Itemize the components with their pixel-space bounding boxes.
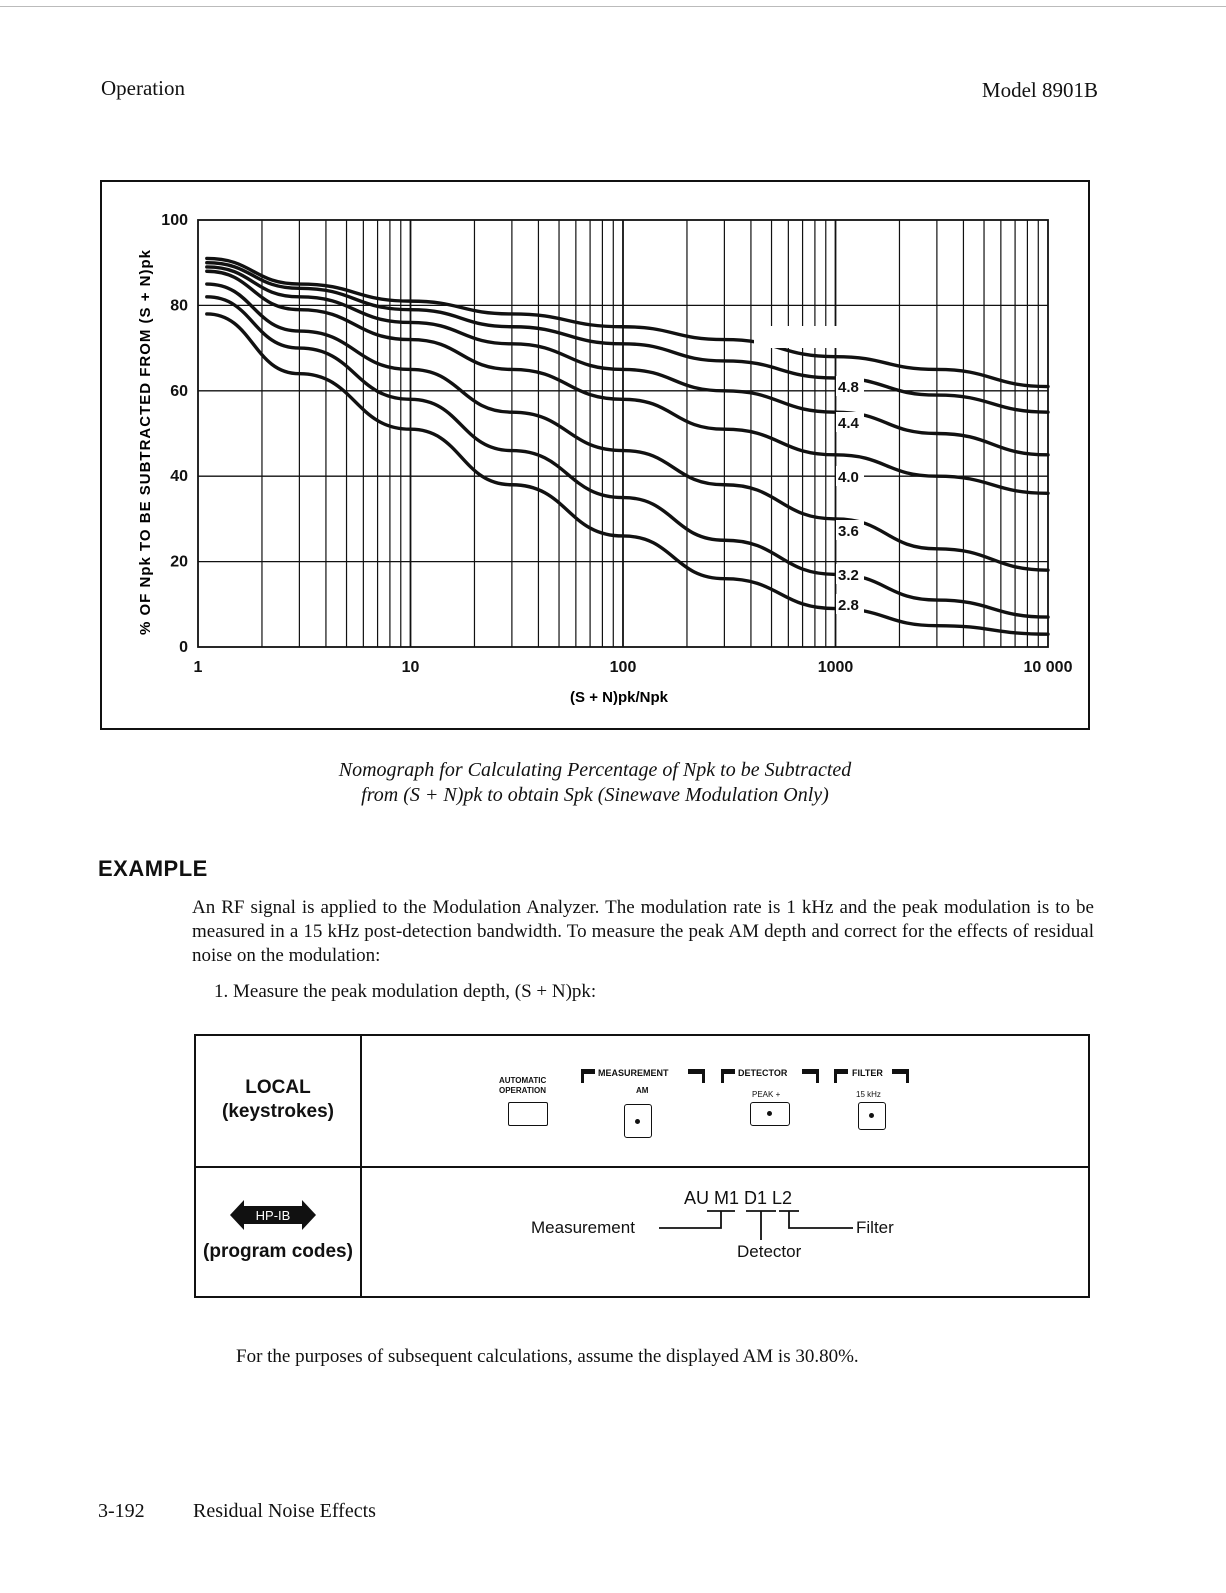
chart-ticks xyxy=(161,212,1072,676)
auto-op-label-2: OPERATION xyxy=(499,1086,546,1095)
measurement-label: MEASUREMENT xyxy=(598,1068,669,1078)
local-sub: (keystrokes) xyxy=(222,1101,334,1122)
y-tick-label: 100 xyxy=(161,212,188,229)
detector-bracket-right xyxy=(816,1069,819,1083)
filter-bracket-right xyxy=(906,1069,909,1083)
am-key[interactable] xyxy=(624,1104,652,1138)
curve-label-4-0: 4.0 xyxy=(838,469,859,486)
x-tick-label: 100 xyxy=(609,659,637,676)
curve-label-3-6: 3.6 xyxy=(838,523,859,540)
header-left: Operation xyxy=(101,76,185,100)
x-tick-label: 10 000 xyxy=(1023,659,1073,676)
y-tick-label: 40 xyxy=(170,468,188,486)
curve-5-2 xyxy=(207,258,1048,386)
y-tick-label: 20 xyxy=(170,553,188,571)
filter-label: FILTER xyxy=(852,1068,883,1078)
top-rule xyxy=(0,6,1226,7)
auto-op-label-1: AUTOMATIC xyxy=(499,1076,547,1085)
curve-label-4-8: 4.8 xyxy=(838,379,859,396)
code-leader-lines xyxy=(651,1206,861,1246)
measurement-word: Measurement xyxy=(531,1218,635,1237)
caption-line-1: Nomograph for Calculating Percentage of Npk to be Subtracted xyxy=(338,759,852,781)
detector-label: DETECTOR xyxy=(738,1068,788,1078)
example-title: EXAMPLE xyxy=(98,856,208,881)
footer-section: Residual Noise Effects xyxy=(193,1500,376,1522)
caption-line-2: from (S + N)pk to obtain Spk (Sinewave Modulation Only) xyxy=(361,784,829,806)
hp-ib-logo xyxy=(230,1198,316,1232)
hp-ib-logo-text: HP-IB xyxy=(255,1208,291,1223)
measurement-bracket-top-left xyxy=(581,1069,595,1074)
x-tick-label: 10 xyxy=(401,659,420,676)
curve-label-3-2: 3.2 xyxy=(838,567,859,584)
y-axis-label: % OF Npk TO BE SUBTRACTED FROM (S + N)pk xyxy=(137,249,154,635)
curve-4-4 xyxy=(207,267,1048,455)
filter-bracket-top-left xyxy=(834,1069,848,1074)
header-right: Model 8901B xyxy=(981,78,1098,102)
y-tick-label: 60 xyxy=(170,382,188,400)
step-1: 1. Measure the peak modulation depth, (S + N)pk: xyxy=(214,981,597,1002)
table-divider-horizontal xyxy=(196,1166,1088,1168)
closing-note: For the purposes of subsequent calculations, assume the displayed AM is 30.80%. xyxy=(236,1346,859,1367)
detector-bracket-top-left xyxy=(721,1069,735,1074)
curve-label-4-4: 4.4 xyxy=(838,415,859,432)
program-codes-label: (program codes) xyxy=(203,1241,353,1262)
local-label: LOCAL xyxy=(245,1077,311,1098)
automatic-operation-key[interactable] xyxy=(508,1102,548,1126)
program-codes: AU M1 D1 L2 xyxy=(684,1188,793,1208)
x-tick-label: 1 xyxy=(193,659,203,676)
filter-word: Filter xyxy=(856,1218,894,1237)
filter-15khz-key[interactable] xyxy=(858,1102,886,1130)
y-tick-label: 0 xyxy=(179,639,188,656)
legend-title-bg xyxy=(754,326,864,348)
nomograph-frame xyxy=(100,180,1090,730)
peak-key[interactable] xyxy=(750,1102,790,1126)
nomograph-chart xyxy=(102,182,1088,728)
curve-label-2-8: 2.8 xyxy=(838,597,859,614)
khz-label: 15 kHz xyxy=(856,1090,881,1099)
x-tick-label: 1000 xyxy=(817,659,854,676)
x-axis-label: (S + N)pk/Npk xyxy=(570,689,668,706)
y-tick-label: 80 xyxy=(170,297,188,315)
detector-word: Detector xyxy=(737,1242,802,1261)
peak-label: PEAK + xyxy=(752,1090,781,1099)
footer-page: 3-192 xyxy=(98,1500,145,1522)
example-paragraph: An RF signal is applied to the Modulation Analyzer. The modulation rate is 1 kHz and the peak modulation is to be measured in a 15 kHz post-detection bandwidth. To measure the peak AM depth and correct for the effects of residual noise on the modulation: xyxy=(192,897,1094,966)
measurement-bracket-right xyxy=(702,1069,705,1083)
am-label: AM xyxy=(636,1086,649,1095)
chart-curves xyxy=(207,258,1048,634)
keystroke-table xyxy=(194,1034,1090,1298)
